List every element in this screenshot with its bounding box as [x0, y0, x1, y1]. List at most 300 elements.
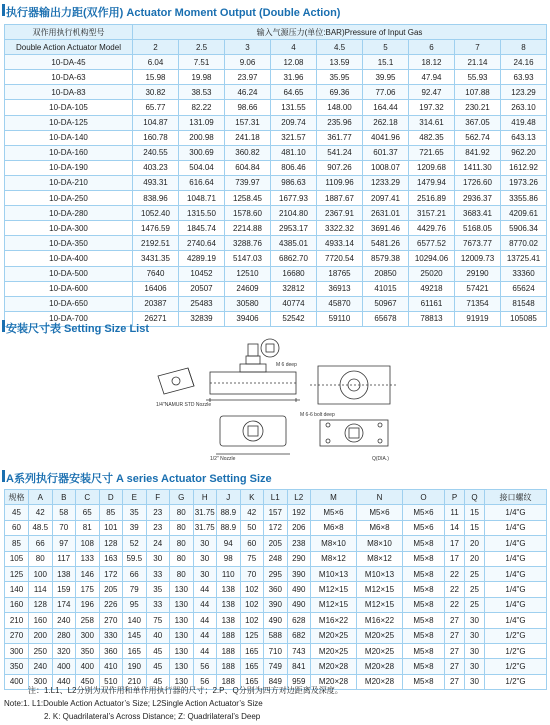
- size-cell: 25: [465, 582, 485, 597]
- size-cell: 44: [193, 643, 217, 658]
- torque-cell: 57421: [455, 281, 501, 296]
- torque-cell: 81548: [501, 296, 547, 311]
- size-cell: 45: [5, 505, 29, 520]
- model-cell: 10-DA-125: [5, 115, 133, 130]
- size-cell: M5×6: [403, 505, 445, 520]
- torque-cell: 65678: [363, 311, 409, 326]
- model-cell: 10-DA-600: [5, 281, 133, 296]
- size-cell: 35: [123, 505, 147, 520]
- size-cell: 101: [99, 520, 123, 535]
- torque-cell: 1411.30: [455, 160, 501, 175]
- size-cell: 17: [445, 536, 465, 551]
- size-cell: 44: [193, 597, 217, 612]
- torque-cell: 838.96: [133, 191, 179, 206]
- setting-size-title: 安装尺寸表 Setting Size List: [6, 323, 150, 335]
- torque-cell: 5906.34: [501, 221, 547, 236]
- torque-cell: 962.20: [501, 145, 547, 160]
- size-cell: M20×28: [357, 674, 403, 689]
- torque-cell: 3691.46: [363, 221, 409, 236]
- size-cell: 1/4"G: [485, 520, 547, 535]
- column-header: 接口螺纹: [485, 490, 547, 505]
- section-bar: [2, 470, 5, 482]
- column-header: P: [445, 490, 465, 505]
- size-cell: 628: [287, 613, 311, 628]
- size-cell: 172: [264, 520, 288, 535]
- pressure-header-cell: 7: [455, 40, 501, 55]
- torque-cell: 262.18: [363, 115, 409, 130]
- size-cell: M5×8: [403, 659, 445, 674]
- size-cell: 188: [217, 628, 241, 643]
- column-header: Q: [465, 490, 485, 505]
- torque-cell: 504.04: [179, 160, 225, 175]
- size-cell: 59.5: [123, 551, 147, 566]
- torque-cell: 1476.59: [133, 221, 179, 236]
- torque-cell: 59110: [317, 311, 363, 326]
- size-cell: 210: [123, 674, 147, 689]
- size-cell: 743: [287, 643, 311, 658]
- size-cell: 138: [217, 613, 241, 628]
- torque-cell: 419.48: [501, 115, 547, 130]
- torque-cell: 18765: [317, 266, 363, 281]
- torque-cell: 2740.64: [179, 236, 225, 251]
- size-cell: 88.9: [217, 520, 241, 535]
- table-row: [5, 551, 547, 566]
- pressure-header: 输入气源压力(单位:BAR)Pressure of Input Gas: [133, 25, 547, 40]
- size-cell: 42: [240, 505, 264, 520]
- model-cell: 10-DA-45: [5, 55, 133, 70]
- size-cell: 130: [170, 613, 194, 628]
- torque-cell: 4933.14: [317, 236, 363, 251]
- size-cell: 102: [240, 613, 264, 628]
- torque-cell: 481.10: [271, 145, 317, 160]
- size-cell: 17: [445, 551, 465, 566]
- size-cell: 25: [465, 597, 485, 612]
- size-cell: 130: [170, 674, 194, 689]
- size-cell: 27: [445, 659, 465, 674]
- torque-cell: 78813: [409, 311, 455, 326]
- size-cell: M6×8: [357, 520, 403, 535]
- size-cell: 710: [264, 643, 288, 658]
- size-cell: 250: [29, 643, 53, 658]
- size-cell: 80: [170, 520, 194, 535]
- torque-cell: 98.66: [225, 100, 271, 115]
- size-cell: 165: [240, 659, 264, 674]
- torque-cell: 13725.41: [501, 251, 547, 266]
- torque-cell: 4429.76: [409, 221, 455, 236]
- size-cell: 128: [99, 536, 123, 551]
- torque-cell: 20850: [363, 266, 409, 281]
- torque-cell: 18.12: [409, 55, 455, 70]
- torque-cell: 601.37: [363, 145, 409, 160]
- model-header-cn: 双作用执行机构型号: [5, 25, 133, 40]
- column-header: C: [76, 490, 100, 505]
- size-cell: 70: [52, 520, 76, 535]
- torque-cell: 1677.93: [271, 191, 317, 206]
- depth-label: M 6 deep: [276, 362, 297, 368]
- size-cell: 130: [170, 628, 194, 643]
- torque-cell: 9.06: [225, 55, 271, 70]
- size-cell: 1/2"G: [485, 628, 547, 643]
- model-cell: 10-DA-250: [5, 191, 133, 206]
- torque-cell: 41015: [363, 281, 409, 296]
- size-cell: 125: [5, 566, 29, 581]
- size-cell: 70: [240, 566, 264, 581]
- size-cell: 138: [217, 582, 241, 597]
- size-cell: 30: [465, 674, 485, 689]
- torque-cell: 562.74: [455, 130, 501, 145]
- torque-cell: 19.98: [179, 70, 225, 85]
- torque-cell: 63.93: [501, 70, 547, 85]
- size-cell: 56: [193, 674, 217, 689]
- size-cell: 1/4"G: [485, 551, 547, 566]
- torque-cell: 32839: [179, 311, 225, 326]
- table-row: [5, 628, 547, 643]
- torque-table: [4, 24, 547, 327]
- size-cell: 14: [445, 520, 465, 535]
- column-header: L2: [287, 490, 311, 505]
- torque-cell: 26271: [133, 311, 179, 326]
- size-cell: 350: [76, 643, 100, 658]
- size-cell: 360: [99, 643, 123, 658]
- torque-cell: 986.63: [271, 175, 317, 190]
- table-row: [5, 115, 547, 130]
- size-cell: 172: [99, 566, 123, 581]
- size-cell: 128: [29, 597, 53, 612]
- torque-cell: 907.26: [317, 160, 363, 175]
- note-line-2: Note:1. L1:Double Action Actuator’s Size; L2Single Action Actuator’s Size: [4, 699, 263, 708]
- size-cell: 510: [99, 674, 123, 689]
- size-cell: 95: [123, 597, 147, 612]
- size-cell: 15: [465, 520, 485, 535]
- size-cell: 105: [5, 551, 29, 566]
- size-cell: 117: [52, 551, 76, 566]
- size-cell: 44: [193, 582, 217, 597]
- size-cell: 66: [123, 566, 147, 581]
- size-cell: 75: [146, 613, 170, 628]
- torque-cell: 4209.61: [501, 206, 547, 221]
- torque-cell: 33360: [501, 266, 547, 281]
- torque-cell: 5168.05: [455, 221, 501, 236]
- size-cell: 175: [76, 582, 100, 597]
- torque-cell: 1109.96: [317, 175, 363, 190]
- table-row: [5, 505, 547, 520]
- torque-cell: 69.36: [317, 85, 363, 100]
- torque-cell: 91919: [455, 311, 501, 326]
- torque-cell: 50967: [363, 296, 409, 311]
- table-row: [5, 85, 547, 100]
- torque-cell: 314.61: [409, 115, 455, 130]
- size-cell: 22: [445, 566, 465, 581]
- torque-cell: 105085: [501, 311, 547, 326]
- torque-cell: 7673.77: [455, 236, 501, 251]
- torque-cell: 15.98: [133, 70, 179, 85]
- size-cell: 588: [264, 628, 288, 643]
- column-header: K: [240, 490, 264, 505]
- size-cell: 30: [465, 643, 485, 658]
- size-cell: M20×28: [311, 659, 357, 674]
- table-row: [5, 643, 547, 658]
- torque-cell: 403.23: [133, 160, 179, 175]
- size-cell: M16×22: [311, 613, 357, 628]
- torque-cell: 200.98: [179, 130, 225, 145]
- size-cell: 114: [29, 582, 53, 597]
- side-view: [158, 368, 194, 394]
- size-cell: 20: [465, 551, 485, 566]
- torque-cell: 604.84: [225, 160, 271, 175]
- torque-cell: 123.29: [501, 85, 547, 100]
- size-cell: 102: [240, 597, 264, 612]
- table-row: [5, 613, 547, 628]
- torque-cell: 1845.74: [179, 221, 225, 236]
- size-cell: 390: [287, 566, 311, 581]
- size-cell: 145: [123, 628, 147, 643]
- size-cell: 450: [76, 674, 100, 689]
- size-cell: 22: [445, 582, 465, 597]
- model-cell: 10-DA-350: [5, 236, 133, 251]
- torque-cell: 5481.26: [363, 236, 409, 251]
- table-row: [5, 191, 547, 206]
- size-cell: 300: [76, 628, 100, 643]
- torque-cell: 3288.76: [225, 236, 271, 251]
- size-cell: M8×12: [357, 551, 403, 566]
- size-cell: 270: [5, 628, 29, 643]
- size-cell: 1/4"G: [485, 597, 547, 612]
- column-header: A: [29, 490, 53, 505]
- size-cell: 490: [287, 597, 311, 612]
- torque-cell: 15.1: [363, 55, 409, 70]
- torque-cell: 3683.41: [455, 206, 501, 221]
- torque-cell: 61161: [409, 296, 455, 311]
- torque-cell: 1612.92: [501, 160, 547, 175]
- size-cell: 138: [217, 597, 241, 612]
- size-cell: 196: [76, 597, 100, 612]
- size-cell: 174: [52, 597, 76, 612]
- size-cell: 157: [264, 505, 288, 520]
- size-cell: 300: [5, 643, 29, 658]
- table-row: [5, 206, 547, 221]
- torque-cell: 5147.03: [225, 251, 271, 266]
- size-cell: 30: [465, 613, 485, 628]
- model-cell: 10-DA-190: [5, 160, 133, 175]
- size-cell: 39: [123, 520, 147, 535]
- size-cell: 40: [146, 628, 170, 643]
- size-cell: 410: [99, 659, 123, 674]
- torque-cell: 1578.60: [225, 206, 271, 221]
- torque-cell: 157.31: [225, 115, 271, 130]
- size-cell: 226: [99, 597, 123, 612]
- size-cell: 240: [29, 659, 53, 674]
- torque-cell: 24.16: [501, 55, 547, 70]
- size-cell: 85: [5, 536, 29, 551]
- size-cell: 1/4"G: [485, 566, 547, 581]
- torque-cell: 71354: [455, 296, 501, 311]
- size-cell: M6×8: [311, 520, 357, 535]
- torque-cell: 35.95: [317, 70, 363, 85]
- torque-cell: 10294.06: [409, 251, 455, 266]
- column-header: J: [217, 490, 241, 505]
- size-cell: M5×8: [403, 551, 445, 566]
- table-row: [5, 221, 547, 236]
- size-cell: 25: [465, 566, 485, 581]
- torque-cell: 841.92: [455, 145, 501, 160]
- torque-cell: 1233.29: [363, 175, 409, 190]
- model-header-en: Double Action Actuator Model: [5, 40, 133, 55]
- size-cell: 23: [146, 505, 170, 520]
- torque-cell: 482.35: [409, 130, 455, 145]
- torque-cell: 164.44: [363, 100, 409, 115]
- torque-cell: 1315.50: [179, 206, 225, 221]
- size-cell: 35: [146, 582, 170, 597]
- torque-cell: 4289.19: [179, 251, 225, 266]
- column-header: L1: [264, 490, 288, 505]
- size-cell: 841: [287, 659, 311, 674]
- size-cell: 165: [240, 643, 264, 658]
- size-cell: 400: [5, 674, 29, 689]
- column-header: D: [99, 490, 123, 505]
- size-cell: 140: [123, 613, 147, 628]
- size-cell: M20×25: [357, 643, 403, 658]
- torque-cell: 367.05: [455, 115, 501, 130]
- torque-cell: 241.18: [225, 130, 271, 145]
- size-cell: 45: [146, 643, 170, 658]
- torque-cell: 2104.80: [271, 206, 317, 221]
- torque-cell: 6.04: [133, 55, 179, 70]
- size-cell: 959: [287, 674, 311, 689]
- size-cell: 190: [123, 659, 147, 674]
- size-cell: 1/4"G: [485, 505, 547, 520]
- torque-cell: 4385.01: [271, 236, 317, 251]
- size-cell: 200: [29, 628, 53, 643]
- size-cell: 165: [240, 674, 264, 689]
- size-cell: M8×10: [311, 536, 357, 551]
- torque-cell: 77.06: [363, 85, 409, 100]
- size-cell: 210: [5, 613, 29, 628]
- size-cell: 130: [170, 582, 194, 597]
- pressure-header-cell: 6: [409, 40, 455, 55]
- model-cell: 10-DA-280: [5, 206, 133, 221]
- size-cell: 258: [76, 613, 100, 628]
- torque-cell: 616.64: [179, 175, 225, 190]
- model-cell: 10-DA-105: [5, 100, 133, 115]
- size-cell: 45: [146, 674, 170, 689]
- size-cell: 88.9: [217, 505, 241, 520]
- torque-cell: 39406: [225, 311, 271, 326]
- torque-section-title: 执行器输出力距(双作用) Actuator Moment Output (Double Action): [6, 7, 341, 19]
- qdia-label: Q(DIA.): [372, 456, 389, 462]
- torque-cell: 12.08: [271, 55, 317, 70]
- torque-cell: 148.00: [317, 100, 363, 115]
- column-header: N: [357, 490, 403, 505]
- size-cell: 30: [193, 551, 217, 566]
- pressure-header-cell: 4: [271, 40, 317, 55]
- pressure-header-cell: 3: [225, 40, 271, 55]
- table-row: [5, 251, 547, 266]
- size-cell: 350: [5, 659, 29, 674]
- model-cell: 10-DA-140: [5, 130, 133, 145]
- torque-cell: 1973.26: [501, 175, 547, 190]
- size-cell: 98: [217, 551, 241, 566]
- size-cell: M10×13: [311, 566, 357, 581]
- column-header: B: [52, 490, 76, 505]
- torque-cell: 1052.40: [133, 206, 179, 221]
- torque-cell: 104.87: [133, 115, 179, 130]
- table-row: [5, 520, 547, 535]
- size-cell: 23: [146, 520, 170, 535]
- torque-cell: 52542: [271, 311, 317, 326]
- pressure-header-cell: 2.5: [179, 40, 225, 55]
- torque-cell: 25020: [409, 266, 455, 281]
- size-cell: M5×8: [403, 674, 445, 689]
- torque-cell: 197.32: [409, 100, 455, 115]
- table-row: [5, 566, 547, 581]
- torque-cell: 23.97: [225, 70, 271, 85]
- torque-cell: 1726.60: [455, 175, 501, 190]
- torque-cell: 2631.01: [363, 206, 409, 221]
- size-cell: M20×25: [311, 628, 357, 643]
- torque-cell: 361.77: [317, 130, 363, 145]
- torque-cell: 7.51: [179, 55, 225, 70]
- torque-cell: 16680: [271, 266, 317, 281]
- column-header: O: [403, 490, 445, 505]
- size-cell: 60: [5, 520, 29, 535]
- size-cell: M20×25: [357, 628, 403, 643]
- section-bar: [2, 320, 5, 332]
- size-cell: 205: [264, 536, 288, 551]
- a-series-title: A系列执行器安装尺寸 A series Actuator Setting Size: [6, 473, 272, 485]
- size-cell: 133: [76, 551, 100, 566]
- size-cell: 44: [193, 613, 217, 628]
- torque-cell: 2936.37: [455, 191, 501, 206]
- size-cell: M5×8: [403, 643, 445, 658]
- size-cell: 330: [99, 628, 123, 643]
- nozzle-label: 1/4"NAMUR STD Nozzle: [156, 402, 212, 408]
- torque-cell: 6862.70: [271, 251, 317, 266]
- size-cell: 100: [29, 566, 53, 581]
- torque-cell: 360.82: [225, 145, 271, 160]
- torque-cell: 131.55: [271, 100, 317, 115]
- torque-cell: 235.96: [317, 115, 363, 130]
- size-cell: 22: [445, 597, 465, 612]
- size-cell: 50: [240, 520, 264, 535]
- size-cell: M8×12: [311, 551, 357, 566]
- size-cell: 130: [170, 597, 194, 612]
- size-cell: 400: [76, 659, 100, 674]
- size-cell: M8×10: [357, 536, 403, 551]
- size-cell: 490: [287, 582, 311, 597]
- size-cell: 490: [264, 613, 288, 628]
- size-cell: 1/4"G: [485, 582, 547, 597]
- torque-cell: 10452: [179, 266, 225, 281]
- torque-cell: 38.53: [179, 85, 225, 100]
- size-cell: 1/2"G: [485, 659, 547, 674]
- torque-cell: 3431.35: [133, 251, 179, 266]
- size-cell: M20×28: [311, 674, 357, 689]
- size-cell: 48.5: [29, 520, 53, 535]
- size-cell: 30: [193, 536, 217, 551]
- size-cell: M10×13: [357, 566, 403, 581]
- size-cell: 160: [29, 613, 53, 628]
- torque-cell: 541.24: [317, 145, 363, 160]
- torque-cell: 3157.21: [409, 206, 455, 221]
- model-cell: 10-DA-83: [5, 85, 133, 100]
- size-cell: M5×6: [403, 520, 445, 535]
- torque-cell: 3322.32: [317, 221, 363, 236]
- model-cell: 10-DA-700: [5, 311, 133, 326]
- model-cell: 10-DA-400: [5, 251, 133, 266]
- torque-cell: 21.14: [455, 55, 501, 70]
- torque-cell: 13.59: [317, 55, 363, 70]
- size-cell: M20×25: [311, 643, 357, 658]
